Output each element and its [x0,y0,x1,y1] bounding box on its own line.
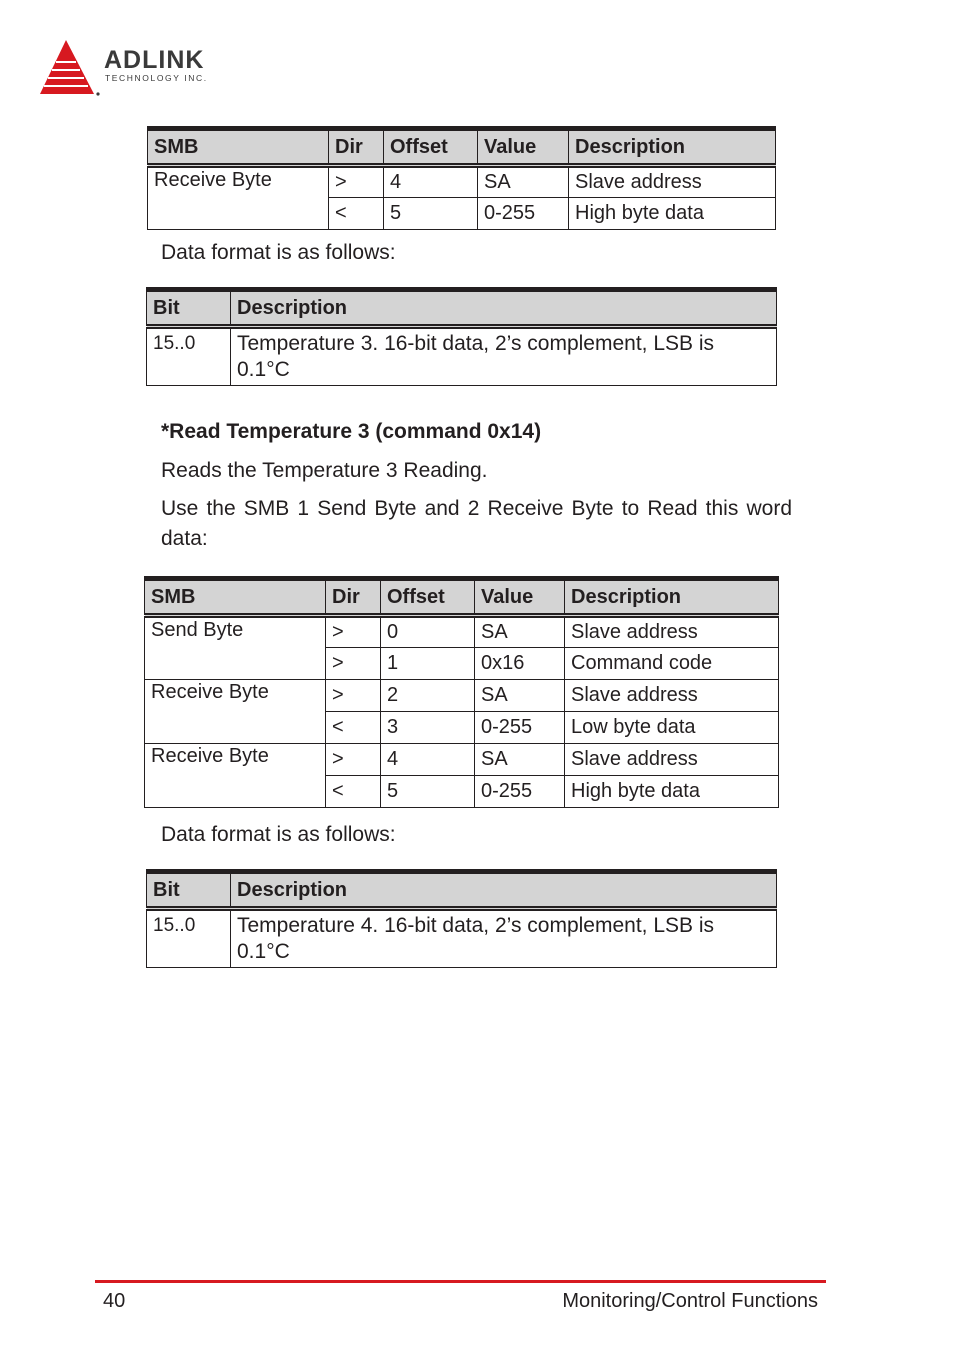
cell-description: Temperature 4. 16-bit data, 2’s complement, LSB is 0.1°C [231,909,777,968]
cell-offset: 5 [381,776,475,808]
cell-bit: 15..0 [147,327,231,386]
data-format-text-1: Data format is as follows: [161,241,396,264]
header-description: Description [231,290,777,327]
cell-description: High byte data [565,776,779,808]
footer-rule [95,1280,826,1283]
table-row [147,909,777,968]
cell-value: SA [478,166,569,198]
cell-description: Command code [565,648,779,680]
table-row [147,327,777,386]
table-header-row [148,129,776,166]
cell-offset: 0 [381,616,475,648]
cell-smb: Receive Byte [145,744,326,808]
section-line-1: Reads the Temperature 3 Reading. [161,459,488,482]
cell-offset: 4 [381,744,475,776]
header-dir: Dir [329,129,384,166]
cell-description: Slave address [565,680,779,712]
header-description: Description [569,129,776,166]
cell-value: SA [475,680,565,712]
header-bit: Bit [147,290,231,327]
cell-dir: > [329,166,384,198]
section-heading: *Read Temperature 3 (command 0x14) [161,420,542,443]
cell-offset: 4 [384,166,478,198]
table-row [145,616,779,648]
table-header-row [145,579,779,616]
header-offset: Offset [384,129,478,166]
smb-table-2 [144,576,779,808]
cell-description: Slave address [569,166,776,198]
table-row [145,680,779,712]
cell-description: Slave address [565,616,779,648]
page-number: 40 [103,1290,126,1312]
bit-table-1 [146,287,777,386]
header-smb: SMB [148,129,329,166]
cell-value: 0x16 [475,648,565,680]
header-dir: Dir [326,579,381,616]
cell-offset: 5 [384,198,478,230]
bit-table-2 [146,869,777,968]
data-format-text-2: Data format is as follows: [161,823,396,846]
table-row [148,166,776,198]
section-line-2: Use the SMB 1 Send Byte and 2 Receive Byte to Read this word data: [161,497,792,550]
cell-description: Low byte data [565,712,779,744]
cell-description: Slave address [565,744,779,776]
cell-description: Temperature 3. 16-bit data, 2’s complement, LSB is 0.1°C [231,327,777,386]
footer-title: Monitoring/Control Functions [562,1290,818,1312]
cell-value: SA [475,744,565,776]
cell-offset: 1 [381,648,475,680]
header-value: Value [475,579,565,616]
table-header-row [147,872,777,909]
table-row [145,744,779,776]
cell-value: 0-255 [478,198,569,230]
brand-name: ADLINK [104,46,205,74]
cell-value: 0-255 [475,776,565,808]
header-bit: Bit [147,872,231,909]
cell-dir: < [326,712,381,744]
adlink-triangle-icon [38,38,102,100]
header-description: Description [231,872,777,909]
cell-value: 0-255 [475,712,565,744]
cell-dir: < [326,776,381,808]
cell-dir: > [326,616,381,648]
table-header-row [147,290,777,327]
cell-value: SA [475,616,565,648]
header-smb: SMB [145,579,326,616]
cell-offset: 3 [381,712,475,744]
cell-smb: Receive Byte [145,680,326,744]
cell-smb: Receive Byte [148,166,329,230]
cell-dir: < [329,198,384,230]
header-description: Description [565,579,779,616]
header-offset: Offset [381,579,475,616]
cell-dir: > [326,680,381,712]
cell-bit: 15..0 [147,909,231,968]
adlink-logo [38,38,238,100]
brand-subtitle: TECHNOLOGY INC. [105,73,208,83]
cell-smb: Send Byte [145,616,326,680]
smb-table-1 [147,126,776,230]
cell-description: High byte data [569,198,776,230]
cell-dir: > [326,648,381,680]
header-value: Value [478,129,569,166]
cell-dir: > [326,744,381,776]
cell-offset: 2 [381,680,475,712]
